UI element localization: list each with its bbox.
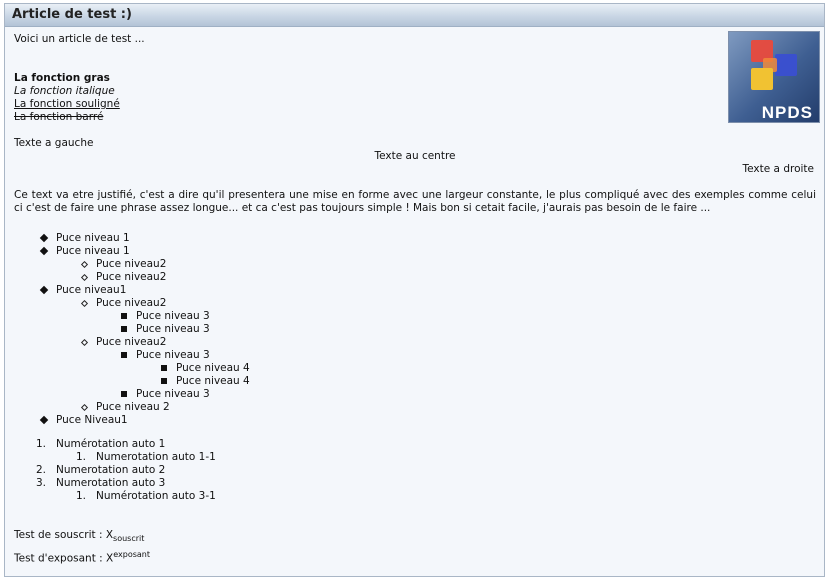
article-title: Article de test :) [5, 4, 824, 27]
bullet-marker-icon [81, 339, 88, 346]
numbered-item [14, 490, 816, 503]
item-number: 3. [35, 477, 46, 489]
numbered-text: Numerotation auto 2 [56, 464, 166, 476]
bullet-text: Puce niveau2 [96, 271, 167, 283]
bullet-item [14, 310, 816, 323]
justified-paragraph: Ce text va etre justifié, c'est a dire qu'il presentera une mise en forme avec une largeur constante, le plus compliqué avec des exemples comme celui ci c'est de faire une phrase assez longue... et ca c'est pas toujours simple ! Mais bon si cetait facile, j'aurais pas besoin de le faire ... [14, 189, 816, 214]
bullet-marker-icon [121, 313, 127, 319]
bullet-list [14, 232, 816, 427]
bullet-item [14, 245, 816, 258]
bullet-item [14, 375, 816, 388]
bullet-item [14, 414, 816, 427]
bullet-marker-icon [40, 247, 48, 255]
bullet-text: Puce niveau 1 [56, 245, 130, 257]
numbered-item [14, 438, 816, 451]
numbered-text: Numérotation auto 3-1 [96, 490, 216, 502]
bullet-item [14, 258, 816, 271]
subscript-label: Test de souscrit : X [14, 529, 114, 541]
bullet-item [14, 284, 816, 297]
article-content [5, 27, 824, 566]
bullet-text: Puce niveau1 [56, 284, 127, 296]
right-aligned-text: Texte a droite [742, 163, 814, 175]
article-panel [4, 3, 825, 577]
logo-blue-cube [775, 54, 797, 76]
logo-text: NPDS [761, 103, 813, 122]
item-number: 1. [75, 451, 86, 463]
bullet-text: Puce niveau 2 [96, 401, 170, 413]
item-number: 1. [75, 490, 86, 502]
superscript-value: exposant [113, 550, 150, 560]
superscript-label: Test d'exposant : X [14, 552, 114, 565]
bullet-marker-icon [81, 274, 88, 281]
left-aligned-text: Texte a gauche [14, 137, 94, 149]
bullet-item [14, 336, 816, 349]
bullet-item [14, 271, 816, 284]
bullet-item [14, 401, 816, 414]
intro-text: Voici un article de test ... [14, 33, 145, 45]
bullet-item [14, 297, 816, 310]
bullet-marker-icon [121, 352, 127, 358]
bullet-marker-icon [121, 391, 127, 397]
bullet-marker-icon [121, 326, 127, 332]
bullet-text: Puce niveau2 [96, 297, 167, 309]
bullet-item [14, 349, 816, 362]
bullet-item [14, 388, 816, 401]
bullet-item [14, 362, 816, 375]
bullet-marker-icon [81, 300, 88, 307]
underline-text: La fonction souligné [14, 98, 120, 110]
bullet-item [14, 323, 816, 336]
bullet-text: Puce niveau 1 [56, 232, 130, 244]
numbered-item [14, 477, 816, 490]
numbered-text: Numérotation auto 1 [56, 438, 166, 450]
bullet-text: Puce Niveau1 [56, 414, 128, 426]
bullet-marker-icon [81, 404, 88, 411]
logo-yellow-cube [751, 68, 773, 90]
bullet-text: Puce niveau2 [96, 336, 167, 348]
bullet-text: Puce niveau2 [96, 258, 167, 270]
bullet-marker-icon [40, 234, 48, 242]
bullet-marker-icon [40, 416, 48, 424]
bullet-text: Puce niveau 3 [136, 349, 210, 361]
numbered-list [14, 438, 816, 503]
subscript-test [14, 529, 816, 545]
bullet-text: Puce niveau 4 [176, 375, 250, 387]
npds-logo [728, 31, 820, 123]
subscript-value: souscrit [113, 534, 145, 544]
centered-text: Texte au centre [374, 150, 456, 162]
bullet-marker-icon [81, 261, 88, 268]
numbered-item [14, 464, 816, 477]
numbered-text: Numerotation auto 1-1 [96, 451, 216, 463]
numbered-item [14, 451, 816, 464]
bullet-marker-icon [40, 286, 48, 294]
bold-text: La fonction gras [14, 72, 110, 84]
bullet-item [14, 232, 816, 245]
bullet-text: Puce niveau 3 [136, 310, 210, 322]
bullet-text: Puce niveau 3 [136, 323, 210, 335]
bullet-text: Puce niveau 4 [176, 362, 250, 374]
bullet-marker-icon [161, 365, 167, 371]
strike-text: La fonction barré [14, 111, 104, 123]
numbered-text: Numerotation auto 3 [56, 477, 166, 489]
bullet-text: Puce niveau 3 [136, 388, 210, 400]
superscript-test [14, 548, 816, 566]
item-number: 1. [35, 438, 46, 450]
italic-text: La fonction italique [14, 85, 115, 97]
item-number: 2. [35, 464, 46, 476]
bullet-marker-icon [161, 378, 167, 384]
